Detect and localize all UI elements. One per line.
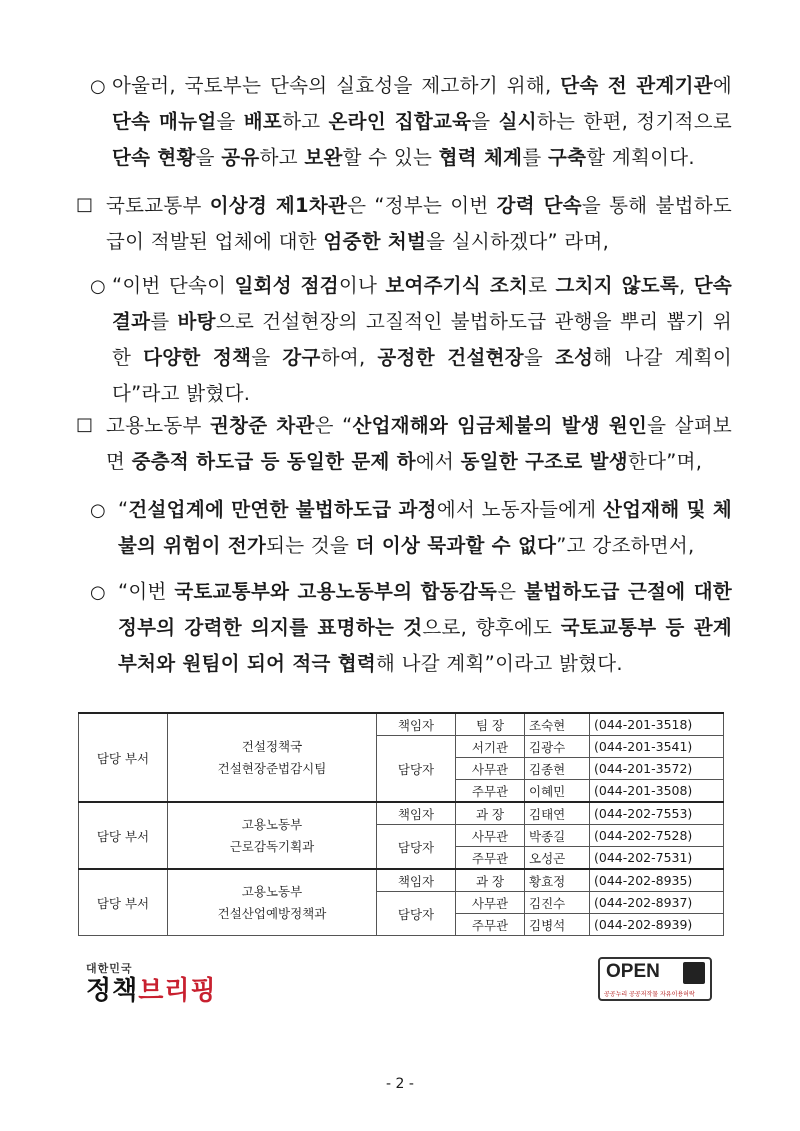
text-segment: “이번 [118, 580, 175, 603]
unit-cell [168, 869, 377, 936]
text-segment: 한다”며, [627, 450, 703, 473]
bold-text-segment: 국토교통부 등 관계 부처와 원팀이 되어 적극 협력 [118, 616, 732, 675]
phone-cell: (044-201-3518) [590, 713, 724, 736]
name-cell: 조숙현 [525, 713, 590, 736]
dept-cell: 담당 부서 [79, 713, 168, 802]
role-cell: 담당자 [377, 825, 456, 870]
name-cell: 김종현 [525, 758, 590, 780]
text-segment: 으로 건설현장의 고질적인 불법하도급 관행을 뿌리 뽑기 위한 [112, 310, 732, 369]
bold-text-segment: 보여주기식 조치 [385, 274, 529, 297]
unit-cell [168, 713, 377, 802]
name-cell: 황효정 [525, 869, 590, 892]
text-segment: 하는 한편, 정기적으로 [536, 110, 732, 133]
paragraph-4 [88, 408, 732, 480]
phone-cell: (044-201-3572) [590, 758, 724, 780]
unit-line-1: 고용노동부 [241, 883, 303, 899]
open-badge-word: OPEN [606, 961, 660, 982]
text-segment: 할 수 있는 [342, 146, 439, 169]
text-segment: 되는 것을 [266, 534, 356, 557]
paragraph-2 [88, 188, 732, 260]
role-cell: 담당자 [377, 892, 456, 936]
text-segment: 을 [195, 146, 222, 169]
text-segment: 해 나갈 계획이다”라고 밝혔다. [112, 346, 733, 405]
dept-cell: 담당 부서 [79, 869, 168, 936]
bold-text-segment: 공정한 건설현장 [377, 346, 524, 369]
dept-cell: 담당 부서 [79, 802, 168, 869]
phone-cell: (044-201-3508) [590, 780, 724, 803]
text-segment: 고용노동부 [106, 414, 211, 437]
title-cell: 팀 장 [456, 713, 525, 736]
bullet-circle-marker: ○ [90, 582, 106, 603]
text-segment: 이나 [338, 274, 386, 297]
bold-text-segment: 강력 단속 [496, 194, 582, 217]
bold-text-segment: 국토교통부와 고용노동부의 합동감독 [174, 580, 498, 603]
bold-text-segment: 중층적 하도급 등 동일한 문제 하 [131, 450, 416, 473]
text-segment: 을 [216, 110, 244, 133]
bullet-circle-marker: ○ [90, 276, 106, 297]
text-segment: 국토교통부 [106, 194, 210, 217]
unit-line-2: 건설산업예방정책과 [217, 905, 327, 921]
text-segment: “ [118, 498, 129, 521]
unit-cell [168, 802, 377, 869]
bold-text-segment: 더 이상 묵과할 수 없다 [355, 534, 557, 557]
bold-text-segment: 단속 매뉴얼 [112, 110, 217, 133]
table-row [79, 802, 724, 825]
text-segment: 으로, 향후에도 [422, 616, 561, 639]
person-icon [683, 962, 705, 984]
bold-text-segment: 배포 [243, 110, 283, 133]
title-cell: 서기관 [456, 736, 525, 758]
title-cell: 과 장 [456, 802, 525, 825]
bold-text-segment: 단속 현황 [112, 146, 196, 169]
phone-cell: (044-202-8935) [590, 869, 724, 892]
bullet-square-marker: □ [76, 414, 94, 435]
phone-cell: (044-201-3541) [590, 736, 724, 758]
text-segment: 을 살펴보면 [106, 414, 733, 473]
unit-line-2: 근로감독기획과 [229, 838, 315, 854]
role-cell: 담당자 [377, 736, 456, 803]
bold-text-segment: 동일한 구조로 발생 [460, 450, 628, 473]
name-cell: 박종길 [525, 825, 590, 847]
paragraph-3 [112, 268, 732, 412]
bold-text-segment: 일회성 점검 [234, 274, 339, 297]
contact-table [78, 712, 724, 936]
role-cell: 책임자 [377, 869, 456, 892]
text-segment: 할 계획이다. [586, 146, 695, 169]
name-cell: 김병석 [525, 914, 590, 936]
bold-text-segment: 단속 전 관계기관 [560, 74, 713, 97]
unit-line-1: 건설정책국 [241, 738, 303, 754]
title-cell: 주무관 [456, 780, 525, 803]
table-row [79, 869, 724, 892]
text-segment: 아울러, 국토부는 단속의 실효성을 제고하기 위해, [112, 74, 561, 97]
table-row [79, 713, 724, 736]
text-segment: 해 나갈 계획”이라고 밝혔다. [376, 652, 623, 675]
bold-text-segment: 산업재해 및 체불의 위험이 전가 [118, 498, 733, 557]
title-cell: 과 장 [456, 869, 525, 892]
policy-briefing-logo [86, 960, 217, 1006]
unit-line-2: 건설현장준법감시팀 [217, 760, 327, 776]
bold-text-segment: 온라인 집합교육 [328, 110, 472, 133]
role-cell: 책임자 [377, 802, 456, 825]
title-cell: 주무관 [456, 914, 525, 936]
bold-text-segment: 조성 [555, 346, 594, 369]
logo-small-text: 대한민국 [86, 962, 133, 975]
bold-text-segment: 그치지 않도록 [555, 274, 680, 297]
name-cell: 김태연 [525, 802, 590, 825]
bold-text-segment: 이상경 제1차관 [209, 194, 348, 217]
open-badge-subtext: 공공누리 공공저작물 자유이용허락 [604, 991, 695, 998]
text-segment: 를 [150, 310, 178, 333]
name-cell: 김진수 [525, 892, 590, 914]
logo-big-text [86, 976, 217, 1006]
bold-text-segment: 구축 [547, 146, 587, 169]
text-segment: 를 [522, 146, 548, 169]
title-cell: 사무관 [456, 892, 525, 914]
text-segment: 을 [471, 110, 499, 133]
phone-cell: (044-202-7531) [590, 847, 724, 870]
paragraph-6 [118, 574, 732, 682]
bold-text-segment: 건설업계에 만연한 불법하도급 과정 [128, 498, 437, 521]
bold-text-segment: 단속 결과 [112, 274, 732, 333]
page-number: - 2 - [386, 1076, 414, 1092]
text-segment: 은 [497, 580, 525, 603]
name-cell: 오성곤 [525, 847, 590, 870]
text-segment: ”고 강조하면서, [556, 534, 695, 557]
text-segment: 에서 [415, 450, 461, 473]
bold-text-segment: 산업재해와 임금체불의 발생 원인 [352, 414, 648, 437]
text-segment: 을 [251, 346, 283, 369]
bold-text-segment: 다양한 정책 [143, 346, 252, 369]
role-cell: 책임자 [377, 713, 456, 736]
text-segment: 에서 노동자들에게 [436, 498, 603, 521]
bullet-circle-marker: ○ [90, 500, 106, 521]
paragraph-5 [118, 492, 732, 564]
text-segment: 을 [523, 346, 556, 369]
text-segment: “이번 단속이 [112, 274, 235, 297]
phone-cell: (044-202-7528) [590, 825, 724, 847]
unit-line-1: 고용노동부 [241, 816, 303, 832]
logo-part-2: 브리핑 [138, 976, 217, 1006]
text-segment: 로 [528, 274, 556, 297]
bold-text-segment: 공유 [221, 146, 260, 169]
phone-cell: (044-202-8939) [590, 914, 724, 936]
bullet-circle-marker: ○ [90, 76, 106, 97]
bold-text-segment: 협력 체계 [438, 146, 523, 169]
text-segment: , [679, 274, 694, 297]
bullet-square-marker: □ [76, 194, 94, 215]
text-segment: 에 [712, 74, 732, 97]
bold-text-segment: 엄중한 처벌 [323, 230, 427, 253]
text-segment: 하고 [282, 110, 329, 133]
bold-text-segment: 보완 [304, 146, 343, 169]
phone-cell: (044-202-8937) [590, 892, 724, 914]
title-cell: 사무관 [456, 825, 525, 847]
logo-part-1: 정책 [86, 976, 139, 1006]
name-cell: 김광수 [525, 736, 590, 758]
name-cell: 이혜민 [525, 780, 590, 803]
text-segment: 하여, [320, 346, 378, 369]
title-cell: 주무관 [456, 847, 525, 870]
text-segment: 을 통해 불법하도급이 적발된 업체에 대한 [106, 194, 733, 253]
bold-text-segment: 강구 [282, 346, 321, 369]
text-segment: 하고 [259, 146, 305, 169]
bold-text-segment: 바탕 [177, 310, 216, 333]
text-segment: 을 실시하겠다” 라며, [426, 230, 610, 253]
open-license-badge [598, 957, 712, 1001]
text-segment: 은 “ [314, 414, 353, 437]
bold-text-segment: 권창준 차관 [210, 414, 315, 437]
phone-cell: (044-202-7553) [590, 802, 724, 825]
bold-text-segment: 실시 [498, 110, 537, 133]
title-cell: 사무관 [456, 758, 525, 780]
text-segment: 은 “정부는 이번 [347, 194, 497, 217]
bold-text-segment: 불법하도급 근절에 대한 정부의 강력한 의지를 표명하는 것 [118, 580, 732, 639]
paragraph-1 [112, 68, 732, 176]
